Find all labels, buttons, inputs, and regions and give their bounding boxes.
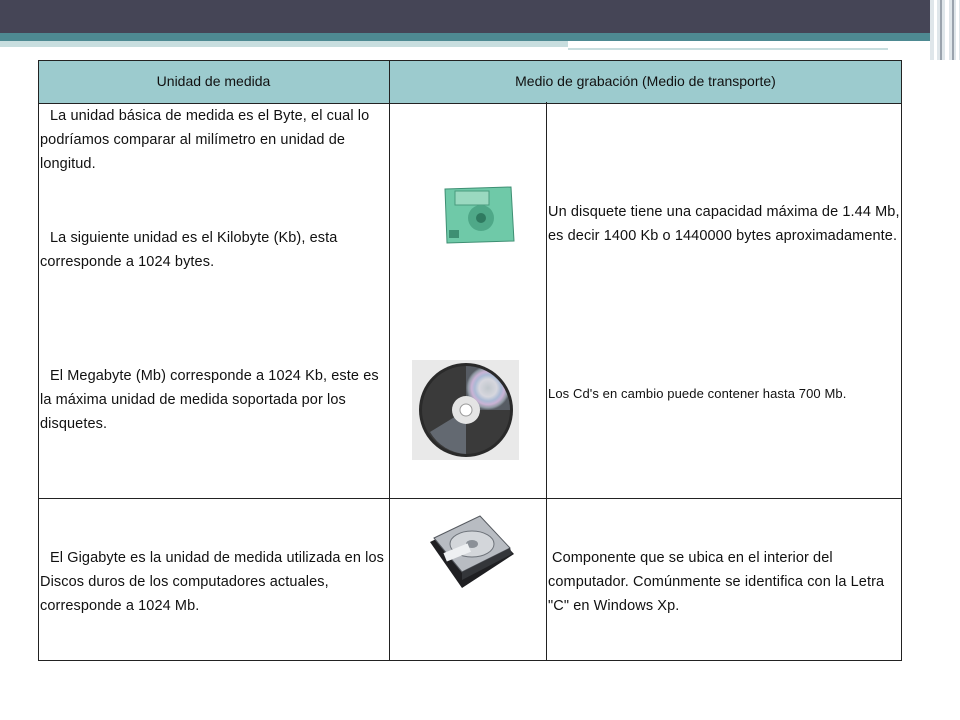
unit-gigabyte-text: El Gigabyte es la unidad de medida utilizada en los Discos duros de los computadores actuales, corresponde a 1024 Mb. xyxy=(40,550,384,614)
grid-line xyxy=(38,660,902,661)
header-unit: Unidad de medida xyxy=(156,73,271,89)
unit-megabyte-text: El Megabyte (Mb) corresponde a 1024 Kb, este es la máxima unidad de medida soportada por los disquetes. xyxy=(40,368,379,432)
grid-line xyxy=(901,60,902,661)
corner-stripes-decoration xyxy=(930,0,960,60)
header-rule xyxy=(568,48,888,50)
header-light-band xyxy=(0,41,568,47)
hard-drive-image xyxy=(424,508,518,596)
hard-drive-description: Componente que se ubica en el interior del computador. Comúnmente se identifica con la Letra "C" en Windows Xp. xyxy=(548,550,885,614)
units-table xyxy=(38,60,902,661)
grid-line xyxy=(38,498,902,499)
header-medium: Medio de grabación (Medio de transporte) xyxy=(515,73,776,89)
unit-byte-text: La unidad básica de medida es el Byte, el cual lo podríamos comparar al milímetro en unidad de longitud. xyxy=(40,108,370,172)
unit-kilobyte-text: La siguiente unidad es el Kilobyte (Kb), esta corresponde a 1024 bytes. xyxy=(40,230,338,270)
grid-line xyxy=(38,60,39,661)
cd-description: Los Cd's en cambio puede contener hasta 700 Mb. xyxy=(548,386,847,401)
header-accent-band xyxy=(0,33,940,41)
grid-line xyxy=(389,60,390,661)
cd-disc-image xyxy=(412,360,519,460)
header-band xyxy=(0,0,960,33)
floppy-disk-image xyxy=(441,186,517,244)
floppy-description: Un disquete tiene una capacidad máxima de 1.44 Mb, es decir 1400 Kb o 1440000 bytes aproximadamente. xyxy=(548,204,900,244)
grid-line xyxy=(546,102,547,661)
